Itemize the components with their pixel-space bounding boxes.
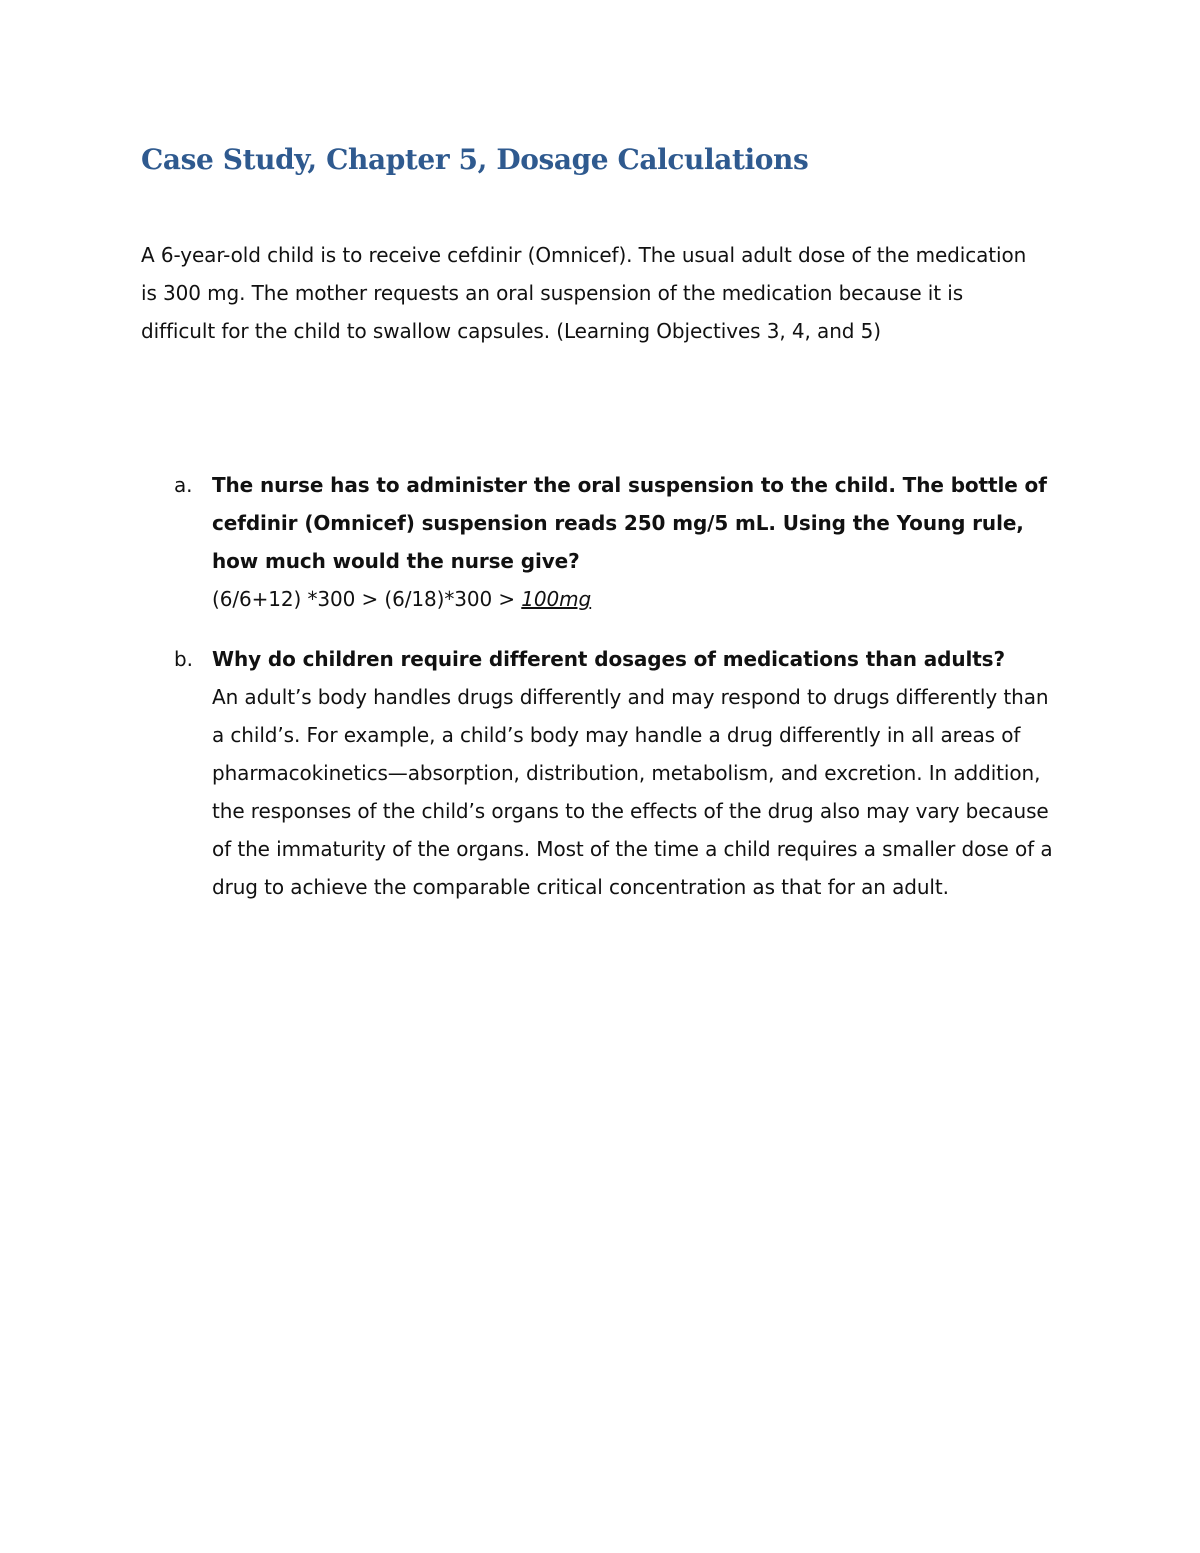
question-item-b <box>174 640 1062 906</box>
question-text-a: The nurse has to administer the oral suspension to the child. The bottle of cefdinir (Omnicef) suspension reads 250 mg/5 mL. Using the Young rule, how much would the nurse give? <box>212 473 1047 573</box>
answer-a-result: 100mg <box>521 587 592 611</box>
case-intro-paragraph: A 6-year-old child is to receive cefdinir (Omnicef). The usual adult dose of the medication is 300 mg. The mother requests an oral suspension of the medication because it is difficult for the child to swallow capsules. (Learning Objectives 3, 4, and 5) <box>141 243 1027 343</box>
question-text-b: Why do children require different dosages of medications than adults? <box>212 647 1005 671</box>
answer-b-text: An adult’s body handles drugs differently and may respond to drugs differently than a child’s. For example, a child’s body may handle a drug differently in all areas of pharmacokinetics—absorption, distribution, metabolism, and excretion. In addition, the responses of the child’s organs to the effects of the drug also may vary because of the immaturity of the organs. Most of the time a child requires a smaller dose of a drug to achieve the comparable critical concentration as that for an adult. <box>212 685 1053 899</box>
question-marker-b: b. <box>174 647 193 671</box>
question-item-a <box>174 466 1062 618</box>
answer-a <box>212 580 1062 618</box>
answer-a-calculation: (6/6+12) *300 > (6/18)*300 > <box>212 587 522 611</box>
question-marker-a: a. <box>174 473 193 497</box>
document-title: Case Study, Chapter 5, Dosage Calculations <box>141 143 809 176</box>
